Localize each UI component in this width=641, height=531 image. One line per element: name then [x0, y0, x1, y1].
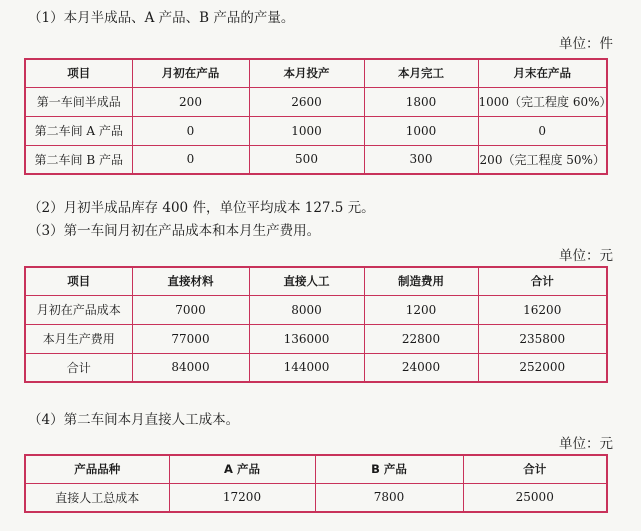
table-cell: 252000: [478, 353, 607, 382]
col-header: 本月完工: [364, 59, 478, 87]
row-label: 月初在产品成本: [25, 295, 132, 324]
table-cell: 24000: [364, 353, 478, 382]
section1-unit: 单位：件: [559, 36, 613, 52]
table-row: [25, 353, 607, 382]
table-cell: 500: [249, 145, 364, 174]
table-header-row: [25, 59, 607, 87]
table-row: [25, 295, 607, 324]
table-cell: 7000: [132, 295, 249, 324]
table-cell: 16200: [478, 295, 607, 324]
section4-title: （4）第二车间本月直接人工成本。: [28, 412, 240, 428]
workshop-cost-table: [24, 266, 608, 383]
table-cell: 0: [132, 145, 249, 174]
section3-unit: 单位：元: [559, 248, 613, 264]
row-label: 本月生产费用: [25, 324, 132, 353]
col-header: 制造费用: [364, 267, 478, 295]
section3-title: （3）第一车间月初在产品成本和本月生产费用。: [28, 223, 321, 239]
table-header-row: [25, 455, 607, 483]
table-cell: 1200: [364, 295, 478, 324]
table-cell: 136000: [249, 324, 364, 353]
table-row: [25, 324, 607, 353]
table-cell: 1000（完工程度 60%）: [478, 87, 607, 116]
table-row: [25, 87, 607, 116]
col-header: 月末在产品: [478, 59, 607, 87]
col-header: 合计: [463, 455, 607, 483]
table-cell: 1800: [364, 87, 478, 116]
table-cell: 300: [364, 145, 478, 174]
table-cell: 8000: [249, 295, 364, 324]
section4-unit: 单位：元: [559, 436, 613, 452]
table-cell: 22800: [364, 324, 478, 353]
table-cell: 2600: [249, 87, 364, 116]
col-header: 项目: [25, 59, 132, 87]
col-header: 本月投产: [249, 59, 364, 87]
row-label: 第一车间半成品: [25, 87, 132, 116]
row-label: 合计: [25, 353, 132, 382]
table-cell: 0: [478, 116, 607, 145]
table-cell: 17200: [169, 483, 315, 512]
col-header: A 产品: [169, 455, 315, 483]
production-output-table: [24, 58, 612, 175]
table-cell: 25000: [463, 483, 607, 512]
section2-title: （2）月初半成品库存 400 件，单位平均成本 127.5 元。: [28, 200, 375, 216]
row-label: 第二车间 A 产品: [25, 116, 132, 145]
table-row: [25, 116, 607, 145]
col-header: 合计: [478, 267, 607, 295]
row-label: 第二车间 B 产品: [25, 145, 132, 174]
table-cell: 7800: [315, 483, 463, 512]
section1-title: （1）本月半成品、A 产品、B 产品的产量。: [28, 10, 295, 26]
col-header: B 产品: [315, 455, 463, 483]
table-cell: 77000: [132, 324, 249, 353]
col-header: 项目: [25, 267, 132, 295]
col-header: 直接人工: [249, 267, 364, 295]
table-row: [25, 483, 607, 512]
col-header: 月初在产品: [132, 59, 249, 87]
col-header: 产品品种: [25, 455, 169, 483]
table-row: [25, 145, 607, 174]
table-cell: 200（完工程度 50%）: [478, 145, 607, 174]
table-cell: 1000: [364, 116, 478, 145]
table-cell: 144000: [249, 353, 364, 382]
col-header: 直接材料: [132, 267, 249, 295]
table-cell: 200: [132, 87, 249, 116]
table-cell: 0: [132, 116, 249, 145]
table-header-row: [25, 267, 607, 295]
row-label: 直接人工总成本: [25, 483, 169, 512]
table-cell: 235800: [478, 324, 607, 353]
direct-labor-table: [24, 454, 608, 513]
table-cell: 84000: [132, 353, 249, 382]
table-cell: 1000: [249, 116, 364, 145]
